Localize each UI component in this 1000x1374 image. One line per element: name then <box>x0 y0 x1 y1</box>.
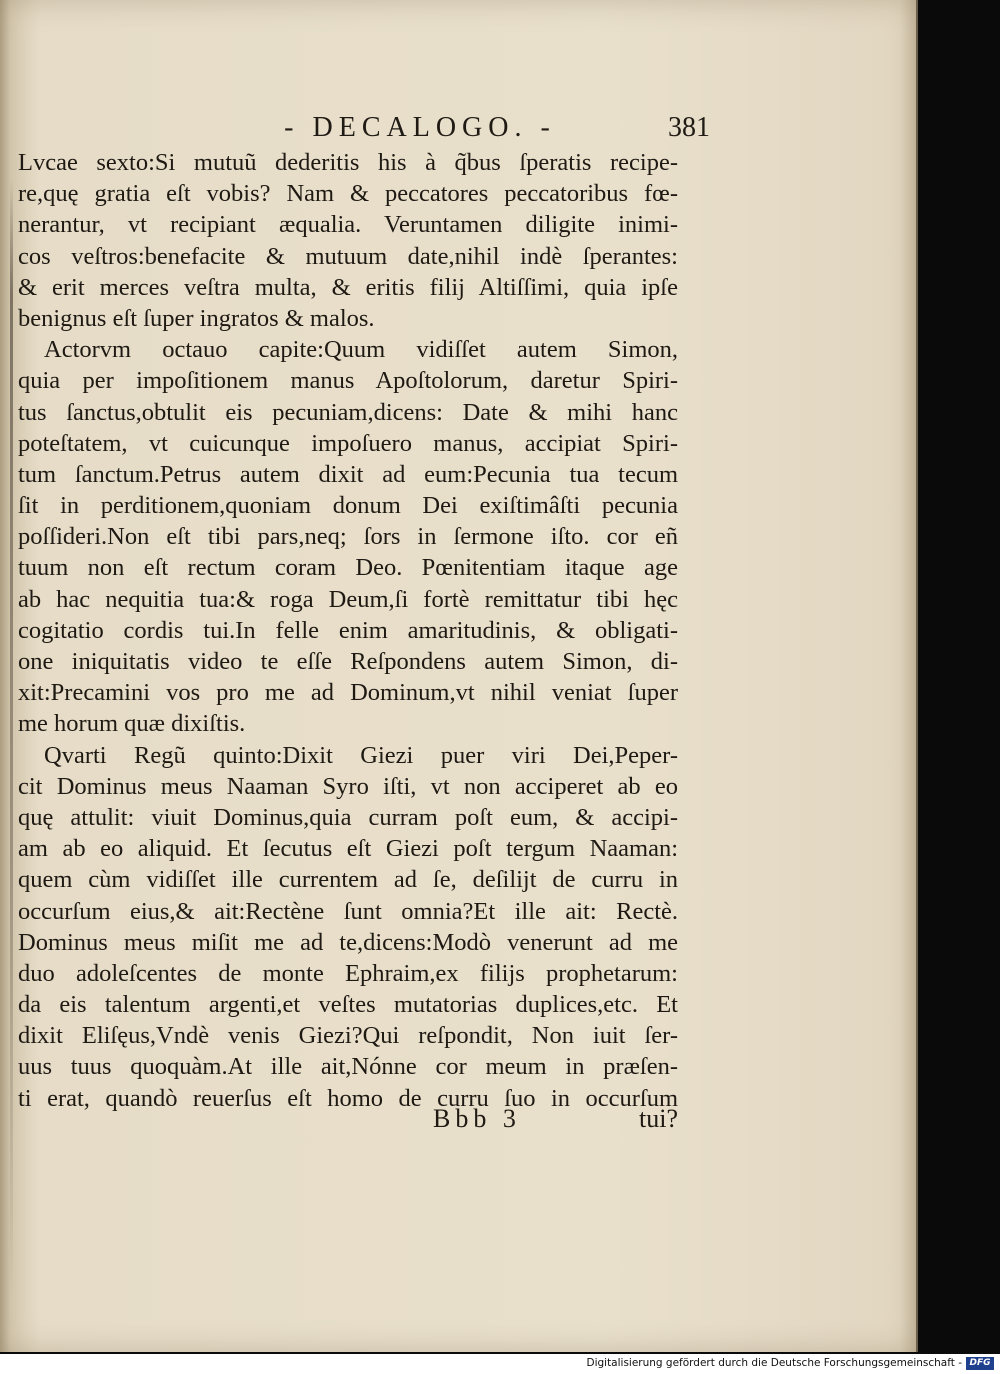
text-line: Lvcae sexto:Si mutuũ dederitis his à q̃bus ſperatis recipe- <box>18 149 678 176</box>
text-line: cogitatio cordis tui.In felle enim amaritudinis, & obligati- <box>18 616 678 644</box>
text-line: tuum non eſt rectum coram Deo. Pœnitentiam itaque age <box>18 554 678 582</box>
text-line: uus tuus quoquàm.At ille ait,Nónne cor meum in præſen- <box>18 1053 678 1081</box>
funding-banner <box>0 1354 1000 1374</box>
text-line: da eis talentum argenti,et veſtes mutatorias duplices,etc. Et <box>18 991 678 1019</box>
text-line: tum ſanctum.Petrus autem dixit ad eum:Pecunia tua tecum <box>18 460 678 488</box>
text-line: & erit merces veſtra multa, & eritis filij Altiſſimi, quia ipſe <box>18 273 678 301</box>
signature-mark: Bbb 3 <box>433 1104 521 1133</box>
dfg-logo-icon: DFG <box>966 1357 994 1370</box>
text-line: cos veſtros:benefacite & mutuum date,nihil indè ſperantes: <box>18 242 678 270</box>
text-line: ab hac nequitia tua:& roga Deum,ſi fortè remittatur tibi hęc <box>18 585 678 613</box>
text-line: Actorvm octauo capite:Quum vidiſſet autem Simon, <box>44 336 678 364</box>
text-line: me horum quæ dixiſtis. <box>18 710 246 738</box>
text-line: quia per impoſitionem manus Apoſtolorum, daretur Spiri- <box>18 367 678 395</box>
funding-credit: Digitalisierung gefördert durch die Deutsche Forschungsgemeinschaft - <box>586 1357 962 1369</box>
text-line: xit:Precamini vos pro me ad Dominum,vt nihil veniat ſuper <box>18 679 678 707</box>
text-line: poſſideri.Non eſt tibi pars,neq; ſors in ſermone iſto. cor eñ <box>18 523 678 551</box>
text-line: quem cùm vidiſſet ille currentem ad ſe, deſilijt de curru in <box>18 866 678 894</box>
text-line: occurſum eius,& ait:Rectène ſunt omnia?Et ille ait: Rectè. <box>18 897 678 925</box>
text-line: one iniquitatis video te eſſe Reſpondens autem Simon, di- <box>18 648 678 675</box>
text-line: cit Dominus meus Naaman Syro iſti, vt non acciperet ab eo <box>18 772 678 800</box>
text-line: tus ſanctus,obtulit eis pecuniam,dicens: Date & mihi hanc <box>18 398 678 426</box>
text-line: poteſtatem, vt cuicunque impoſuero manus, accipiat Spiri- <box>18 429 678 457</box>
text-line: duo adoleſcentes de monte Ephraim,ex filijs prophetarum: <box>18 959 678 987</box>
page-footer <box>18 1104 678 1136</box>
text-line: Qvarti Regũ quinto:Dixit Giezi puer viri Dei,Peper- <box>44 741 678 769</box>
catchword: tui? <box>639 1104 678 1133</box>
text-line: re,quę gratia eſt vobis? Nam & peccatores peccatoribus fœ- <box>18 180 678 208</box>
text-line: quę attulit: viuit Dominus,quia curram poſt eum, & accipi- <box>18 803 678 831</box>
text-line: ti erat, quandò reuerſus eſt homo de curru ſuo in occurſum <box>18 1084 678 1112</box>
text-line: benignus eſt ſuper ingratos & malos. <box>18 304 375 332</box>
folio-number: 381 <box>668 112 710 143</box>
text-line: ſit in perditionem,quoniam donum Dei exiſtimâſti pecunia <box>18 492 678 520</box>
text-line: am ab eo aliquid. Et ſecutus eſt Giezi poſt tergum Naaman: <box>18 835 678 863</box>
body-text <box>18 147 678 1114</box>
text-line: Dominus meus miſit me ad te,dicens:Modò venerunt ad me <box>18 928 678 956</box>
text-line: dixit Eliſęus,Vndè venis Giezi?Qui reſpondit, Non iuit ſer- <box>18 1022 678 1050</box>
running-head: - DECALOGO. - <box>284 112 556 143</box>
gutter-shadow <box>10 180 13 1300</box>
text-line: nerantur, vt recipiant æqualia. Veruntamen diligite inimi- <box>18 211 678 239</box>
